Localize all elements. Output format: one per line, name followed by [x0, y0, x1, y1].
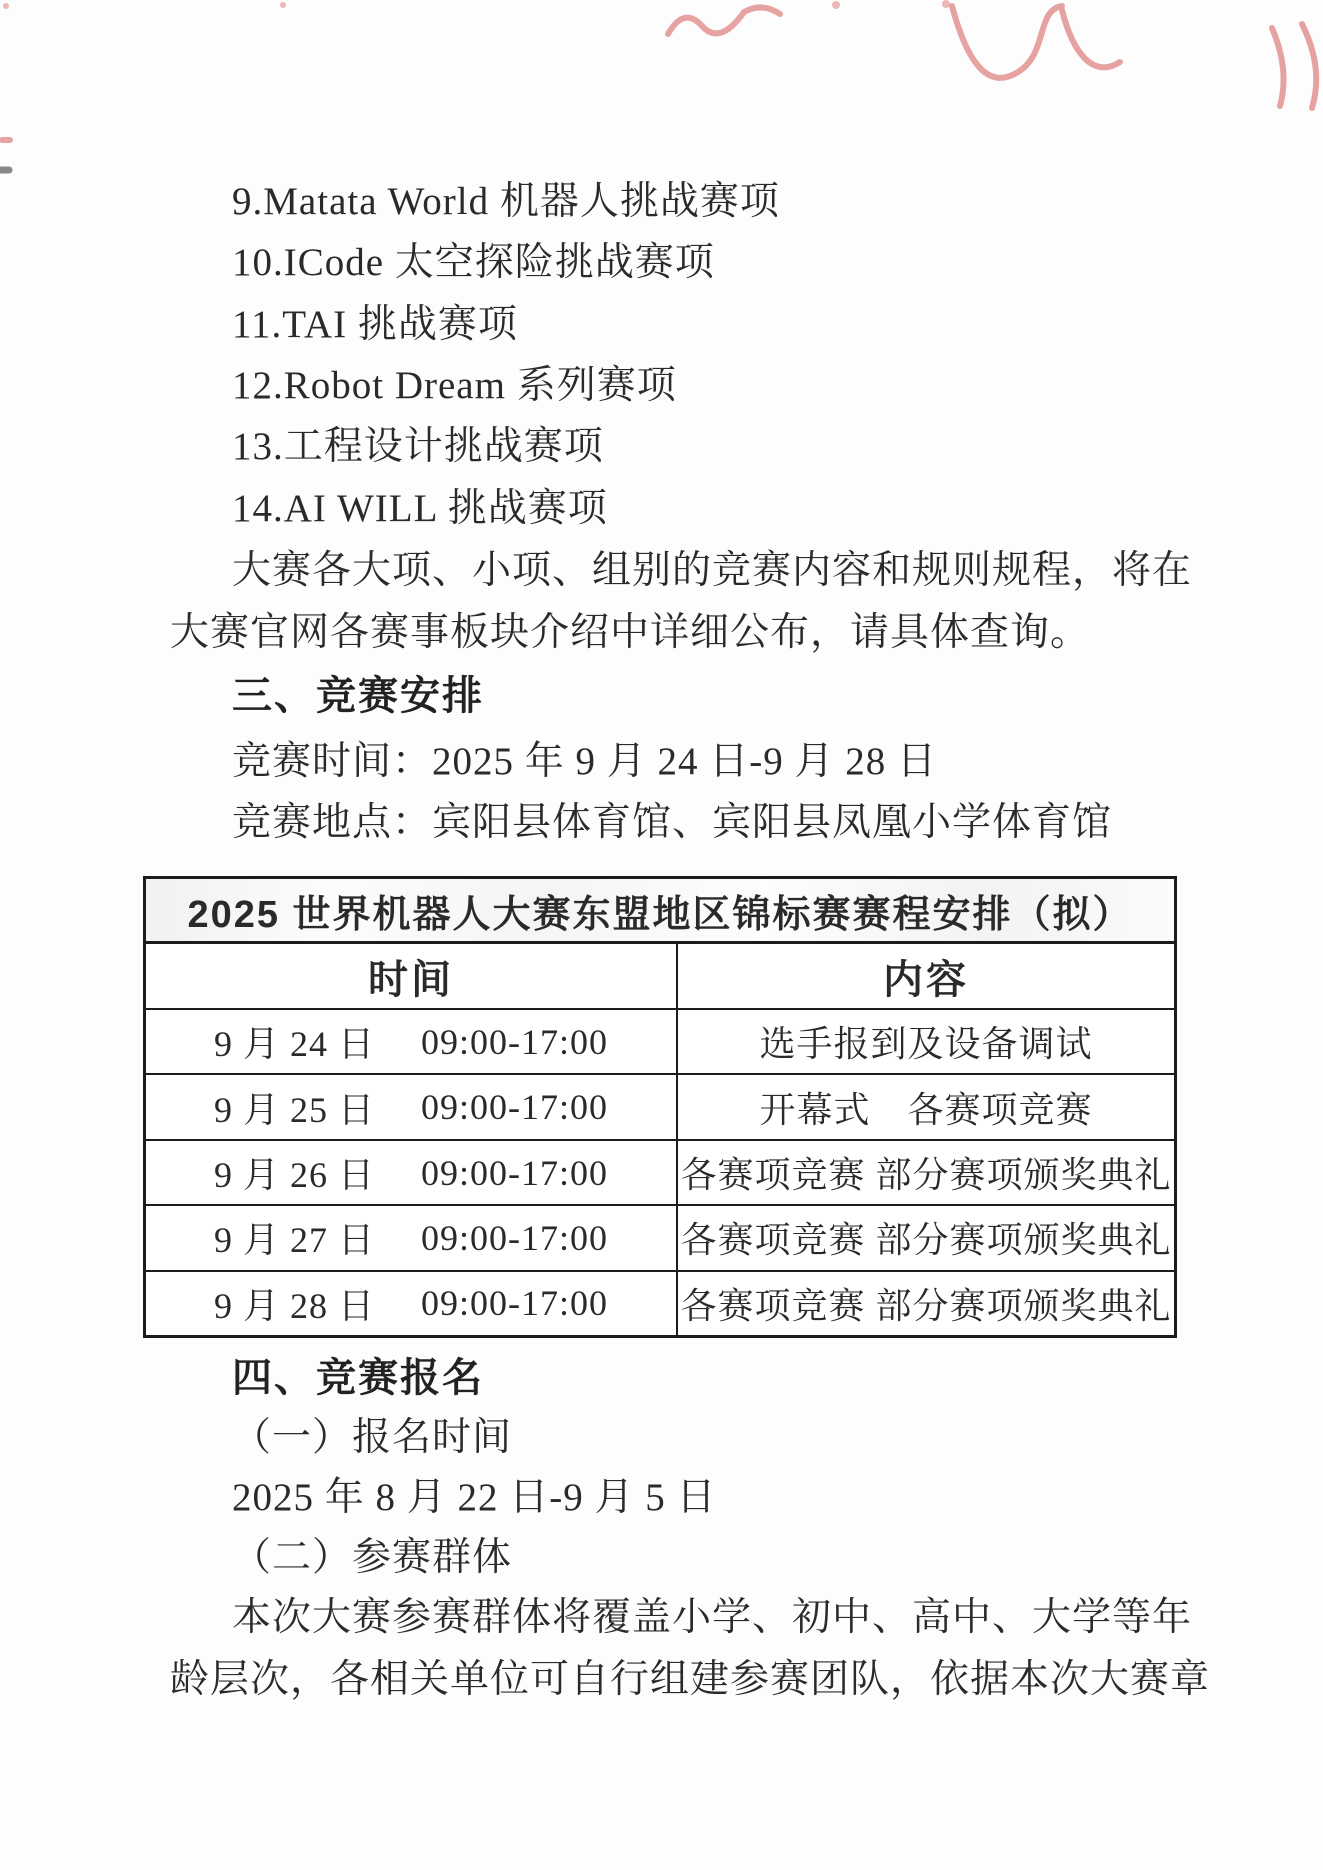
list-item-13: 13.工程设计挑战赛项 — [232, 425, 604, 468]
cell-time — [146, 1272, 678, 1335]
cell-time — [146, 1010, 678, 1073]
cell-hours-text: 09:00-17:00 — [421, 1217, 608, 1258]
list-item-11: 11.TAI 挑战赛项 — [232, 303, 518, 346]
cell-content: 各赛项竞赛 部分赛项颁奖典礼 — [680, 1220, 1172, 1261]
competition-venue-line: 竞赛地点：宾阳县体育馆、宾阳县凤凰小学体育馆 — [232, 801, 1113, 844]
schedule-table-header-row — [146, 944, 1174, 1010]
list-item-12: 12.Robot Dream 系列赛项 — [232, 364, 677, 407]
schedule-table-title: 2025 世界机器人大赛东盟地区锦标赛赛程安排（拟） — [146, 879, 1174, 944]
cell-hours-text: 09:00-17:00 — [421, 1283, 608, 1324]
section3-heading: 三、竞赛安排 — [232, 674, 484, 718]
list-item-14: 14.AI WILL 挑战赛项 — [232, 487, 608, 530]
column-header-content: 内容 — [883, 957, 969, 1002]
cell-time — [146, 1141, 678, 1204]
cell-content: 选手报到及设备调试 — [759, 1024, 1093, 1065]
table-row — [146, 1010, 1174, 1075]
cell-date-text: 9 月 24 日 — [213, 1024, 375, 1065]
groups-paragraph-line1: 本次大赛参赛群体将覆盖小学、初中、高中、大学等年 — [232, 1596, 1193, 1639]
intro-paragraph-line1: 大赛各大项、小项、组别的竞赛内容和规则规程，将在 — [232, 549, 1193, 592]
table-row — [146, 1075, 1174, 1140]
competition-time-line: 竞赛时间：2025 年 9 月 24 日-9 月 28 日 — [232, 740, 937, 783]
list-item-10: 10.ICode 太空探险挑战赛项 — [232, 241, 715, 284]
column-header-time: 时间 — [146, 944, 678, 1008]
list-item-9: 9.Matata World 机器人挑战赛项 — [232, 180, 780, 223]
cell-hours-text: 09:00-17:00 — [421, 1152, 608, 1193]
schedule-table — [143, 876, 1177, 1338]
cell-content: 各赛项竞赛 部分赛项颁奖典礼 — [680, 1155, 1172, 1196]
cell-time — [146, 1206, 678, 1269]
table-row — [146, 1206, 1174, 1271]
intro-paragraph-line2: 大赛官网各赛事板块介绍中详细公布，请具体查询。 — [170, 611, 1091, 654]
table-row — [146, 1141, 1174, 1206]
section4-sub2: （二）参赛群体 — [232, 1536, 513, 1579]
cell-hours-text: 09:00-17:00 — [421, 1021, 608, 1062]
groups-paragraph-line2: 龄层次，各相关单位可自行组建参赛团队，依据本次大赛章 — [170, 1658, 1211, 1701]
cell-date-text: 9 月 25 日 — [213, 1089, 375, 1130]
cell-time — [146, 1075, 678, 1138]
section4-sub1: （一）报名时间 — [232, 1416, 513, 1459]
cell-content: 各赛项竞赛 部分赛项颁奖典礼 — [680, 1285, 1172, 1326]
registration-period: 2025 年 8 月 22 日-9 月 5 日 — [232, 1476, 717, 1519]
cell-hours-text: 09:00-17:00 — [421, 1087, 608, 1128]
section4-heading: 四、竞赛报名 — [232, 1356, 484, 1400]
cell-date-text: 9 月 26 日 — [213, 1155, 375, 1196]
table-row — [146, 1272, 1174, 1335]
cell-date-text: 9 月 28 日 — [213, 1285, 375, 1326]
cell-date-text: 9 月 27 日 — [213, 1220, 375, 1261]
cell-content: 开幕式 各赛项竞赛 — [759, 1089, 1093, 1130]
